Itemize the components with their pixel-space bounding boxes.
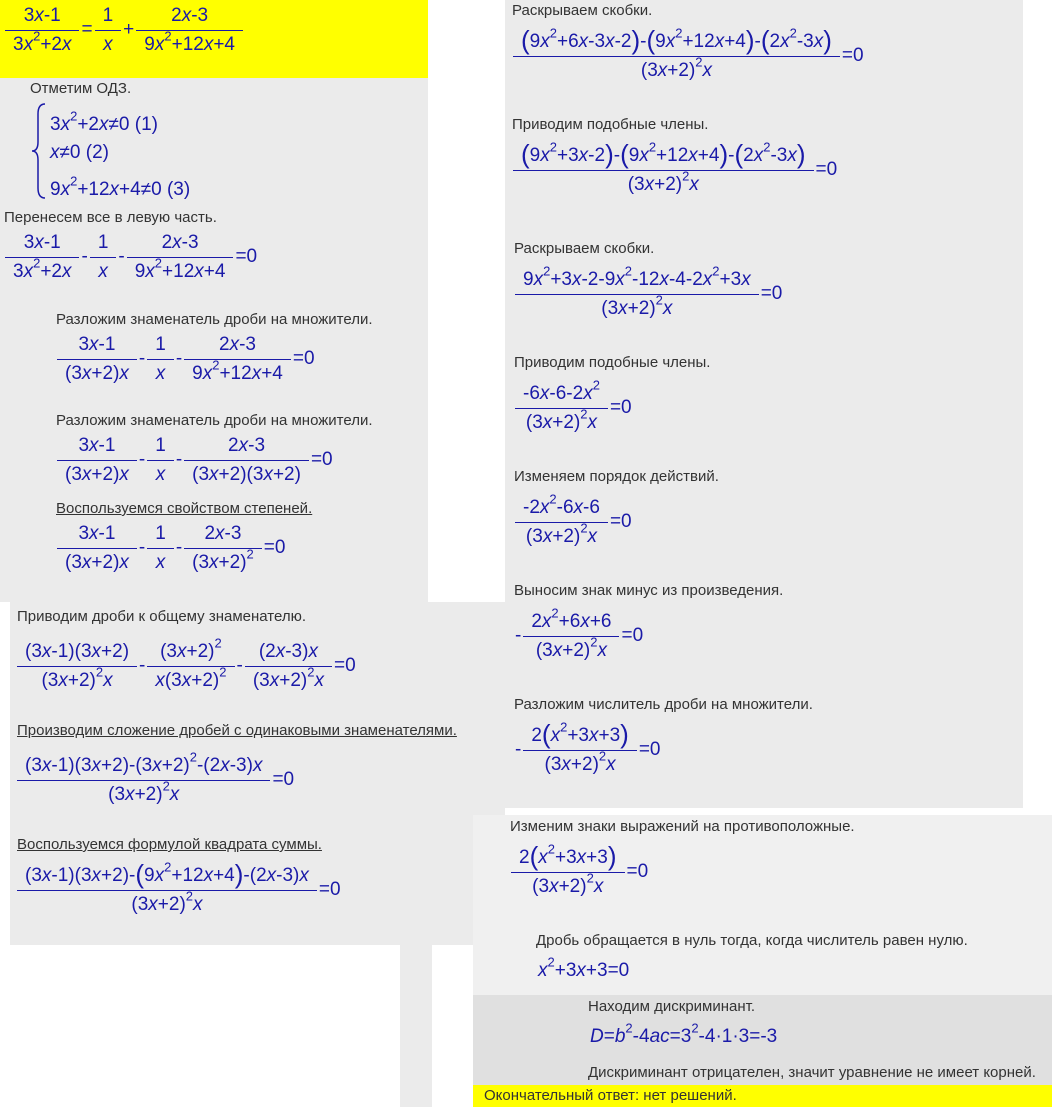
equation-moved-left: $\frac{3x-1}{3x^2+2x}$ - $\frac{1}{x}$ - $\frac{2x-3}{9x^2+12x+4}$ =0 — [4, 231, 258, 284]
equation-factor-den-1: $\frac{3x-1}{(3x+2)x}$ - $\frac{1}{x}$ - $\frac{2x-3}{9x^2+12x+4}$ =0 — [56, 333, 316, 386]
step-label-discriminant: Находим дискриминант. — [588, 998, 756, 1015]
step-label-move-left: Перенесем все в левую часть. — [4, 209, 217, 226]
left-panel-strip — [400, 945, 432, 1107]
step-label-minus-out: Выносим знак минус из произведения. — [514, 582, 784, 599]
equation-discriminant: $D=b^2-4ac=3^2-4\cdot 1\cdot 3=-3$ — [590, 1020, 778, 1047]
step-label-odz: Отметим ОДЗ. — [30, 80, 132, 97]
step-label-common-den: Приводим дроби к общему знаменателю. — [17, 608, 306, 625]
odz-system: $3x^2+2x\ne 0$ (1) x≠0 (2) $9x^2+12x+4\ne 0$ (3) — [30, 102, 330, 202]
equation-open-brackets-1: $\frac{(9x^2+6x-3x-2)-(9x^2+12x+4)-(2x^2-3x)}{(3x+2)^2x}$ =0 — [512, 30, 865, 83]
step-label-negative: Дискриминант отрицателен, значит уравнение не имеет корней. — [588, 1064, 1036, 1081]
equation-common-den: $\frac{(3x-1)(3x+2)}{(3x+2)^2x}$ - $\frac{(3x+2)^2}{x(3x+2)^2}$ - $\frac{(2x-3)x}{(3x+2)^2x}$ =0 — [16, 640, 357, 693]
equation-square-sum: $\frac{(3x-1)(3x+2)-(9x^2+12x+4)-(2x-3)x}{(3x+2)^2x}$ =0 — [16, 864, 342, 917]
equation-like-terms-1: $\frac{(9x^2+3x-2)-(9x^2+12x+4)-(2x^2-3x)}{(3x+2)^2x}$ =0 — [512, 144, 838, 197]
step-label-power-prop: Воспользуемся свойством степеней. — [56, 500, 313, 517]
step-label-factor-den-1: Разложим знаменатель дроби на множители. — [56, 311, 373, 328]
final-answer: Окончательный ответ: нет решений. — [484, 1087, 737, 1104]
step-label-like-terms-2: Приводим подобные члены. — [514, 354, 711, 371]
step-label-zero-cond: Дробь обращается в нуль тогда, когда числитель равен нулю. — [536, 932, 968, 949]
step-label-open-brackets-2: Раскрываем скобки. — [514, 240, 655, 257]
equation-open-brackets-2: $\frac{9x^2+3x-2-9x^2-12x-4-2x^2+3x}{(3x+2)^2x}$ =0 — [514, 268, 783, 321]
step-label-open-brackets-1: Раскрываем скобки. — [512, 2, 653, 19]
step-label-factor-den-2: Разложим знаменатель дроби на множители. — [56, 412, 373, 429]
equation-power-prop: $\frac{3x-1}{(3x+2)x}$ - $\frac{1}{x}$ - $\frac{2x-3}{(3x+2)^2}$ =0 — [56, 522, 286, 575]
original-equation: $\frac{3x-1}{3x^2+2x}$ = $\frac{1}{x}$ + $\frac{2x-3}{9x^2+12x+4}$ — [4, 4, 244, 57]
equation-factor-num: - $\frac{2(x^2+3x+3)}{(3x+2)^2x}$ =0 — [515, 719, 661, 775]
step-label-like-terms-1: Приводим подобные члены. — [512, 116, 709, 133]
step-label-change-signs: Изменим знаки выражений на противоположные. — [510, 818, 855, 835]
equation-change-signs: $\frac{2(x^2+3x+3)}{(3x+2)^2x}$ =0 — [510, 846, 649, 899]
step-label-factor-num: Разложим числитель дроби на множители. — [514, 696, 813, 713]
equation-numerator-zero: $x^2+3x+3=0$ — [538, 954, 630, 981]
step-label-square-sum: Воспользуемся формулой квадрата суммы. — [17, 836, 322, 853]
equation-add-fractions: $\frac{(3x-1)(3x+2)-(3x+2)^2-(2x-3)x}{(3x+2)^2x}$ =0 — [16, 754, 295, 807]
equation-like-terms-2: $\frac{-6x-6-2x^2}{(3x+2)^2x}$ =0 — [514, 382, 633, 435]
step-label-add-fractions: Производим сложение дробей с одинаковыми знаменателями. — [17, 722, 457, 739]
equation-minus-out: - $\frac{2x^2+6x+6}{(3x+2)^2x}$ =0 — [515, 605, 644, 661]
step-label-reorder: Изменяем порядок действий. — [514, 468, 719, 485]
equation-reorder: $\frac{-2x^2-6x-6}{(3x+2)^2x}$ =0 — [514, 496, 633, 549]
equation-factor-den-2: $\frac{3x-1}{(3x+2)x}$ - $\frac{1}{x}$ - $\frac{2x-3}{(3x+2)(3x+2)}$ =0 — [56, 434, 334, 487]
